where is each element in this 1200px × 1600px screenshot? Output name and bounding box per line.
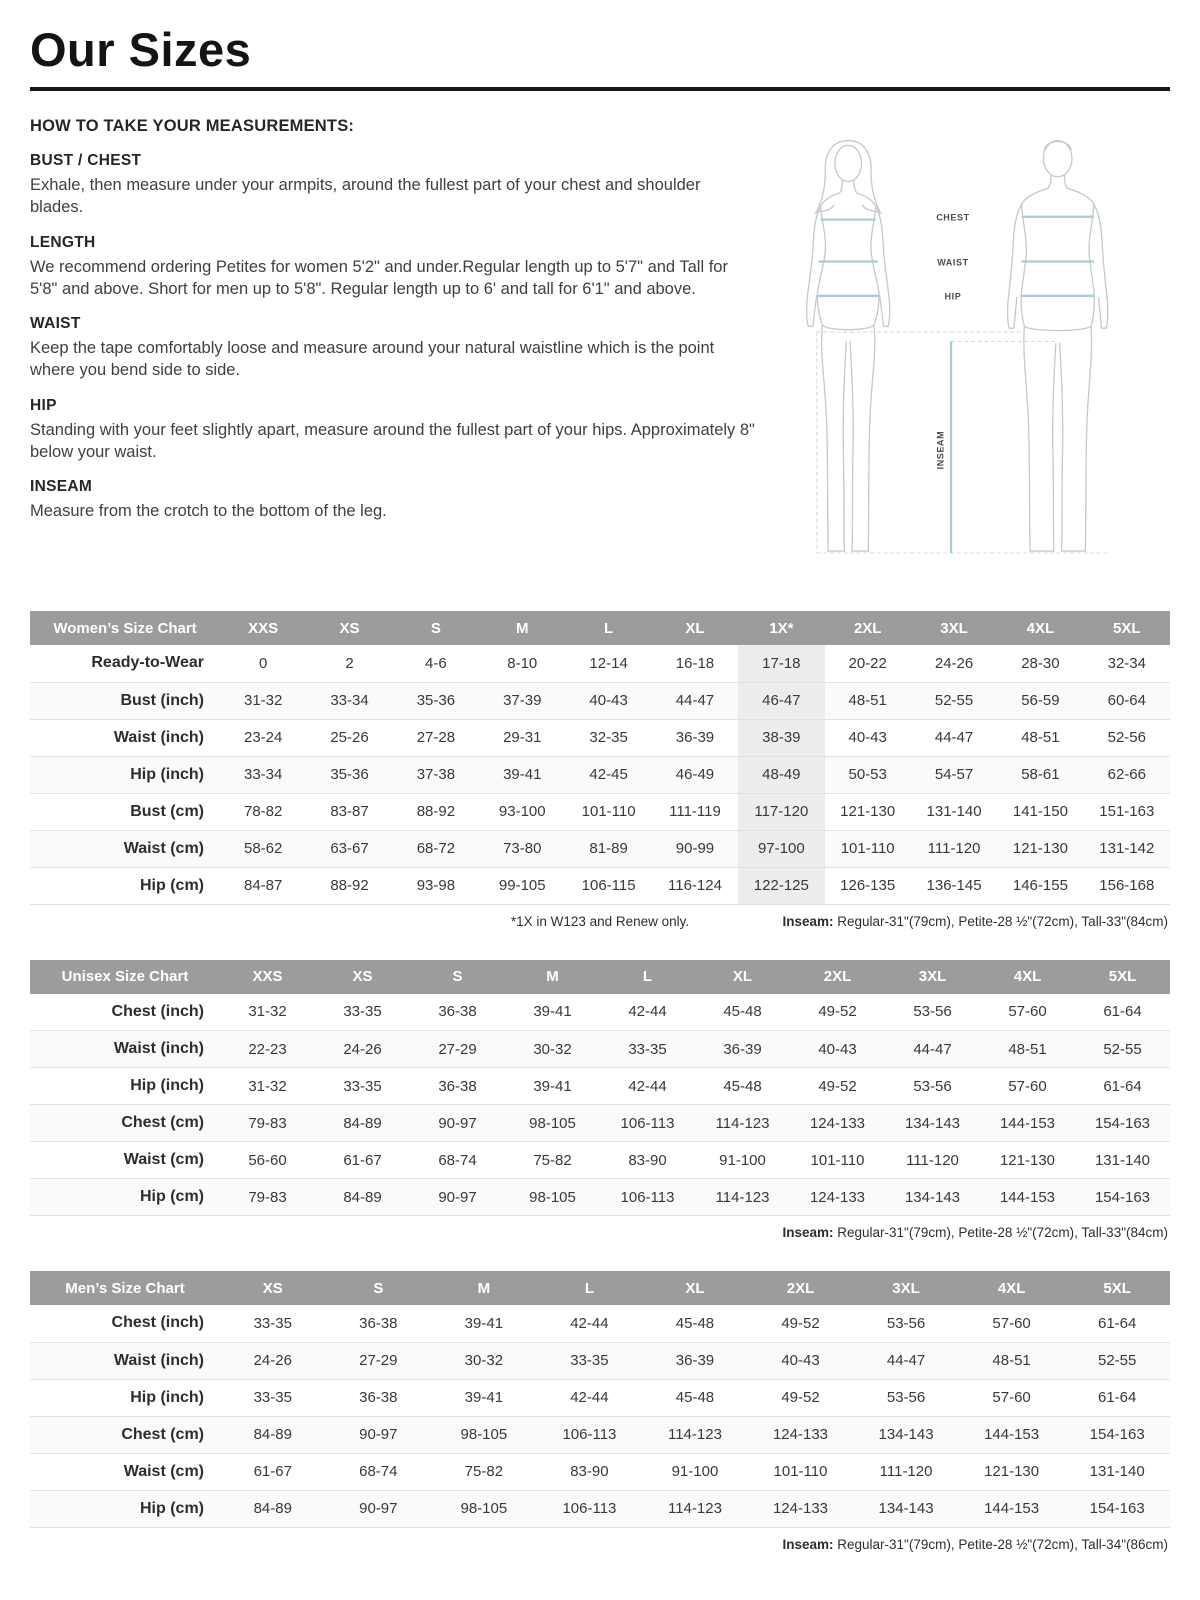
size-value: 121-130 xyxy=(999,1151,1056,1169)
instructions-heading: HOW TO TAKE YOUR MEASUREMENTS: xyxy=(30,117,355,135)
size-value: 144-153 xyxy=(984,1426,1040,1443)
size-value: 40-43 xyxy=(781,1352,820,1369)
table-title: Women’s Size Chart xyxy=(30,611,220,645)
size-value: 53-56 xyxy=(913,1003,952,1021)
size-value: 36-38 xyxy=(438,1003,477,1021)
inseam-footnote xyxy=(782,1537,1168,1552)
row-label: Chest (inch) xyxy=(111,1002,204,1020)
measurement-section-title: BUST / CHEST xyxy=(30,152,142,169)
size-value: 97-100 xyxy=(738,830,824,867)
size-value: 39-41 xyxy=(464,1389,504,1406)
size-column-header: 5XL xyxy=(1075,960,1170,994)
size-value: 16-18 xyxy=(675,654,715,672)
size-column-header: 2XL xyxy=(825,611,911,645)
size-value: 79-83 xyxy=(248,1114,287,1132)
size-value: 42-44 xyxy=(570,1314,609,1332)
size-table xyxy=(30,611,1170,905)
mens-chart-footnotes xyxy=(30,1537,1170,1557)
size-value: 49-52 xyxy=(818,1077,857,1095)
mens-size-chart-section xyxy=(30,1271,1170,1557)
inseam-footnote xyxy=(782,914,1168,929)
size-column-header: 4XL xyxy=(997,611,1083,645)
measurement-section-waist xyxy=(30,315,756,382)
size-value: 49-52 xyxy=(781,1389,820,1406)
size-value: 122-125 xyxy=(738,867,824,904)
measurement-section-body: We recommend ordering Petites for women 5'2" and under.Regular length up to 5'7" and Tall for 5'8" and above. Short for men up to 5'8". Regular length up to 6' and tall for 6'1" and above. xyxy=(30,257,728,298)
size-value: 39-41 xyxy=(533,1003,572,1021)
size-value: 154-163 xyxy=(1094,1114,1151,1132)
size-value: 45-48 xyxy=(723,1077,762,1095)
size-value: 121-130 xyxy=(1012,840,1068,857)
size-value: 24-26 xyxy=(253,1352,292,1369)
size-value: 114-123 xyxy=(715,1114,770,1132)
size-value: 121-130 xyxy=(984,1463,1040,1480)
size-value: 2 xyxy=(345,654,354,672)
row-label: Waist (inch) xyxy=(113,1040,204,1057)
size-value: 144-153 xyxy=(984,1500,1040,1517)
size-value: 58-61 xyxy=(1021,766,1060,783)
measurement-section-title: WAIST xyxy=(30,315,81,333)
size-value: 124-133 xyxy=(772,1500,829,1517)
size-value: 154-163 xyxy=(1089,1426,1145,1443)
size-value: 53-56 xyxy=(913,1077,952,1095)
size-column-header: L xyxy=(565,611,651,645)
size-value: 36-38 xyxy=(359,1389,398,1406)
size-column-header: 5XL xyxy=(1064,1271,1170,1305)
size-value: 141-150 xyxy=(1012,803,1068,820)
size-value: 42-44 xyxy=(570,1389,609,1406)
size-value: 57-60 xyxy=(992,1314,1031,1332)
size-value: 81-89 xyxy=(589,840,628,857)
size-value: 31-32 xyxy=(248,1077,287,1095)
size-value: 83-87 xyxy=(330,803,369,820)
size-column-header: XXS xyxy=(220,611,306,645)
size-value: 91-100 xyxy=(719,1151,766,1169)
size-value: 101-110 xyxy=(810,1151,865,1169)
size-value: 90-97 xyxy=(359,1500,398,1517)
size-value: 53-56 xyxy=(886,1314,926,1332)
size-value: 63-67 xyxy=(330,840,369,857)
size-value: 98-105 xyxy=(460,1426,508,1443)
row-label: Hip (cm) xyxy=(140,1499,204,1517)
size-value: 48-51 xyxy=(848,692,887,709)
size-value: 4-6 xyxy=(425,654,447,672)
size-value: 144-153 xyxy=(999,1114,1056,1132)
size-value: 36-39 xyxy=(723,1040,762,1058)
size-column-header: 2XL xyxy=(790,960,885,994)
size-value: 90-97 xyxy=(359,1426,398,1443)
guide-lines xyxy=(817,332,1108,553)
size-value: 75-82 xyxy=(464,1463,504,1480)
size-column-header: 3XL xyxy=(911,611,997,645)
size-value: 37-38 xyxy=(416,766,456,783)
size-value: 98-105 xyxy=(460,1500,508,1517)
size-value: 75-82 xyxy=(533,1151,572,1169)
measurement-section-body: Measure from the crotch to the bottom of the leg. xyxy=(30,502,387,521)
chest-label: CHEST xyxy=(936,212,970,223)
size-value: 83-90 xyxy=(570,1463,609,1480)
size-value: 36-38 xyxy=(438,1077,477,1095)
size-column-header: 2XL xyxy=(748,1271,854,1305)
size-value: 42-45 xyxy=(589,766,628,783)
mens-size-chart-table-host xyxy=(30,1271,1170,1528)
inseam-footnote-text: Regular-31"(79cm), Petite-28 ½"(72cm), Tall-33"(84cm) xyxy=(833,913,1168,929)
size-value: 90-97 xyxy=(438,1114,477,1132)
size-value: 131-140 xyxy=(1094,1151,1151,1169)
size-column-header: S xyxy=(410,960,505,994)
size-value: 134-143 xyxy=(878,1426,934,1443)
size-value: 58-62 xyxy=(243,840,283,857)
inseam-footnote-text: Regular-31"(79cm), Petite-28 ½"(72cm), Tall-33"(84cm) xyxy=(833,1225,1168,1240)
measurement-section-body: Standing with your feet slightly apart, measure around the fullest part of your hips. Approximately 8" below your waist. xyxy=(30,420,755,461)
size-value: 38-39 xyxy=(738,719,824,756)
row-label: Waist (inch) xyxy=(113,728,204,746)
size-value: 68-74 xyxy=(438,1151,477,1169)
size-value: 88-92 xyxy=(416,803,456,820)
page-title: Our Sizes xyxy=(30,23,252,76)
size-value: 91-100 xyxy=(671,1463,719,1480)
size-value: 40-43 xyxy=(848,729,887,746)
size-value: 27-28 xyxy=(416,729,456,746)
size-column-header: L xyxy=(537,1271,643,1305)
size-value: 101-110 xyxy=(773,1463,828,1480)
inseam-label: INSEAM xyxy=(935,430,946,470)
title-band xyxy=(30,22,1170,91)
womens-size-chart-table-host xyxy=(30,611,1170,905)
size-value: 106-113 xyxy=(562,1500,617,1517)
size-value: 44-47 xyxy=(913,1040,952,1058)
row-label: Hip (inch) xyxy=(130,1388,204,1406)
size-value: 25-26 xyxy=(330,729,369,746)
size-value: 27-29 xyxy=(438,1040,477,1058)
size-value: 49-52 xyxy=(818,1003,857,1021)
size-value: 33-35 xyxy=(343,1003,382,1021)
row-label: Waist (cm) xyxy=(123,1151,204,1168)
size-value: 83-90 xyxy=(628,1151,667,1169)
size-value: 78-82 xyxy=(243,803,283,820)
size-value: 44-47 xyxy=(886,1352,926,1369)
size-value: 62-66 xyxy=(1107,766,1146,783)
row-label: Chest (cm) xyxy=(121,1425,204,1443)
size-value: 33-35 xyxy=(570,1352,609,1369)
size-column-header: XXS xyxy=(220,960,315,994)
womens-size-chart-section xyxy=(30,611,1170,934)
size-value: 134-143 xyxy=(904,1188,961,1206)
size-column-header: 3XL xyxy=(853,1271,959,1305)
size-column-header: S xyxy=(326,1271,432,1305)
size-value: 117-120 xyxy=(738,793,824,830)
size-value: 151-163 xyxy=(1099,803,1155,820)
size-value: 32-34 xyxy=(1107,654,1146,672)
size-value: 84-89 xyxy=(253,1426,292,1443)
size-value: 48-51 xyxy=(1021,729,1060,746)
size-column-header: 5XL xyxy=(1084,611,1170,645)
size-value: 111-120 xyxy=(906,1151,959,1169)
size-value: 46-47 xyxy=(738,682,824,719)
row-label: Chest (inch) xyxy=(111,1314,204,1332)
size-value: 50-53 xyxy=(848,766,887,783)
woman-figure xyxy=(807,141,890,551)
size-value: 37-39 xyxy=(503,692,542,709)
size-value: 52-55 xyxy=(934,692,974,709)
size-value: 111-120 xyxy=(927,840,981,857)
size-value: 42-44 xyxy=(628,1077,667,1095)
size-value: 61-64 xyxy=(1098,1389,1137,1406)
size-value: 42-44 xyxy=(628,1003,667,1021)
size-value: 106-113 xyxy=(562,1426,617,1443)
size-value: 61-64 xyxy=(1098,1314,1137,1332)
size-value: 45-48 xyxy=(675,1314,715,1332)
size-value: 33-35 xyxy=(253,1314,292,1332)
size-value: 57-60 xyxy=(1008,1003,1047,1021)
size-column-header: XL xyxy=(642,1271,748,1305)
size-value: 39-41 xyxy=(464,1314,504,1332)
size-value: 49-52 xyxy=(781,1314,820,1332)
size-value: 134-143 xyxy=(878,1500,934,1517)
size-column-header: XS xyxy=(220,1271,326,1305)
size-table xyxy=(30,1271,1170,1528)
size-value: 68-72 xyxy=(416,840,456,857)
size-value: 53-56 xyxy=(886,1389,926,1406)
measurement-section-title: HIP xyxy=(30,396,57,414)
size-value: 30-32 xyxy=(533,1040,572,1058)
size-column-header: XL xyxy=(695,960,790,994)
size-column-header: S xyxy=(393,611,479,645)
inseam-footnote-label: Inseam: xyxy=(782,1536,834,1552)
size-column-header: L xyxy=(600,960,695,994)
row-label: Hip (inch) xyxy=(130,765,204,783)
waist-label: WAIST xyxy=(937,257,969,268)
body-figures-svg xyxy=(772,119,1172,585)
size-column-header: XS xyxy=(306,611,392,645)
unisex-chart-footnotes xyxy=(30,1225,1170,1245)
man-figure xyxy=(1008,141,1108,551)
size-value: 154-163 xyxy=(1094,1188,1151,1206)
row-label: Waist (cm) xyxy=(123,1462,204,1480)
size-column-header: XL xyxy=(652,611,738,645)
size-value: 44-47 xyxy=(675,692,715,709)
measurement-section-body: Exhale, then measure under your armpits, around the fullest part of your chest and shoulder blades. xyxy=(30,176,701,217)
size-value: 84-87 xyxy=(243,877,283,894)
size-value: 88-92 xyxy=(330,877,369,894)
size-value: 56-60 xyxy=(248,1151,287,1169)
table-title: Men’s Size Chart xyxy=(30,1271,220,1305)
size-value: 36-39 xyxy=(675,1352,715,1369)
inseam-footnote-label: Inseam: xyxy=(782,913,834,929)
size-value: 24-26 xyxy=(343,1040,382,1058)
size-value: 33-34 xyxy=(243,766,283,783)
size-value: 57-60 xyxy=(992,1389,1031,1406)
size-value: 45-48 xyxy=(723,1003,762,1021)
size-value: 144-153 xyxy=(999,1188,1056,1206)
size-column-header: 3XL xyxy=(885,960,980,994)
size-value: 93-98 xyxy=(416,877,456,894)
size-value: 106-115 xyxy=(581,877,636,894)
size-value: 17-18 xyxy=(738,645,824,682)
size-value: 90-97 xyxy=(438,1188,477,1206)
size-value: 29-31 xyxy=(503,729,542,746)
size-value: 101-110 xyxy=(840,840,895,857)
row-label: Hip (inch) xyxy=(130,1077,204,1094)
size-value: 98-105 xyxy=(529,1188,576,1206)
size-value: 124-133 xyxy=(809,1188,866,1206)
size-column-header: 4XL xyxy=(980,960,1075,994)
size-value: 39-41 xyxy=(533,1077,572,1095)
row-label: Ready-to-Wear xyxy=(91,654,204,672)
size-value: 48-51 xyxy=(1008,1040,1047,1058)
measurement-section-hip xyxy=(30,397,756,464)
size-value: 134-143 xyxy=(904,1114,961,1132)
size-value: 31-32 xyxy=(243,692,283,709)
size-value: 40-43 xyxy=(818,1040,857,1058)
row-label: Hip (cm) xyxy=(140,1188,204,1205)
womens-chart-footnotes xyxy=(30,914,1170,934)
row-label: Chest (cm) xyxy=(121,1114,204,1131)
size-value: 27-29 xyxy=(359,1352,398,1369)
size-value: 33-35 xyxy=(343,1077,382,1095)
table-title: Unisex Size Chart xyxy=(30,960,220,994)
size-value: 36-39 xyxy=(675,729,715,746)
size-value: 35-36 xyxy=(330,766,369,783)
size-value: 56-59 xyxy=(1021,692,1060,709)
size-value: 48-49 xyxy=(738,756,824,793)
size-value: 48-51 xyxy=(992,1352,1031,1369)
size-value: 36-38 xyxy=(359,1314,398,1332)
size-value: 33-34 xyxy=(330,692,369,709)
inseam-footnote-label: Inseam: xyxy=(782,1225,834,1240)
size-value: 131-140 xyxy=(926,803,982,820)
size-value: 23-24 xyxy=(243,729,283,746)
size-column-header: M xyxy=(431,1271,537,1305)
size-column-header: XS xyxy=(315,960,410,994)
size-table xyxy=(30,960,1170,1217)
size-value: 44-47 xyxy=(934,729,974,746)
size-value: 60-64 xyxy=(1107,692,1146,709)
size-value: 106-113 xyxy=(620,1188,675,1206)
size-value: 114-123 xyxy=(715,1188,770,1206)
size-value: 84-89 xyxy=(343,1188,382,1206)
size-value: 24-26 xyxy=(934,654,974,672)
size-value: 31-32 xyxy=(248,1003,287,1021)
size-value: 35-36 xyxy=(416,692,456,709)
size-value: 8-10 xyxy=(507,654,538,672)
size-value: 154-163 xyxy=(1089,1500,1145,1517)
size-value: 52-55 xyxy=(1098,1352,1137,1369)
row-label: Bust (cm) xyxy=(130,802,204,820)
size-value: 32-35 xyxy=(589,729,628,746)
size-value: 28-30 xyxy=(1021,654,1060,672)
inseam-footnote-text: Regular-31"(79cm), Petite-28 ½"(72cm), Tall-34"(86cm) xyxy=(833,1536,1168,1552)
size-value: 116-124 xyxy=(668,877,722,894)
size-value: 114-123 xyxy=(667,1426,722,1443)
size-value: 156-168 xyxy=(1099,877,1155,894)
size-value: 84-89 xyxy=(253,1500,292,1517)
size-value: 57-60 xyxy=(1008,1077,1047,1095)
size-value: 30-32 xyxy=(464,1352,504,1369)
size-column-header: M xyxy=(479,611,565,645)
size-value: 106-113 xyxy=(620,1114,675,1132)
size-value: 131-140 xyxy=(1089,1463,1145,1480)
size-value: 22-23 xyxy=(248,1040,287,1058)
measurement-section-length xyxy=(30,234,756,301)
size-value: 52-55 xyxy=(1103,1040,1142,1058)
size-value: 12-14 xyxy=(589,654,628,672)
inseam-footnote xyxy=(782,1225,1168,1240)
measurement-section-body: Keep the tape comfortably loose and measure around your natural waistline which is the point where you bend side to side. xyxy=(30,339,715,380)
size-value: 101-110 xyxy=(581,803,636,820)
size-value: 136-145 xyxy=(926,877,982,894)
size-value: 114-123 xyxy=(667,1500,722,1517)
measurement-section-bust xyxy=(30,152,756,219)
size-value: 79-83 xyxy=(248,1188,287,1206)
size-value: 54-57 xyxy=(934,766,974,783)
size-value: 131-142 xyxy=(1099,840,1155,857)
measurement-instructions xyxy=(30,115,756,537)
size-column-header: 1X* xyxy=(738,611,824,645)
size-value: 68-74 xyxy=(359,1463,398,1480)
size-value: 61-64 xyxy=(1103,1003,1142,1021)
size-value: 111-120 xyxy=(879,1463,933,1480)
row-label: Bust (inch) xyxy=(120,691,204,709)
measurement-section-title: INSEAM xyxy=(30,478,93,496)
size-value: 33-35 xyxy=(253,1389,292,1406)
intro-section xyxy=(30,115,1170,585)
size-value: 126-135 xyxy=(840,877,896,894)
size-value: 124-133 xyxy=(809,1114,866,1132)
size-value: 98-105 xyxy=(529,1114,576,1132)
size-value: 93-100 xyxy=(498,803,546,820)
size-value: 40-43 xyxy=(589,692,628,709)
size-value: 39-41 xyxy=(503,766,542,783)
size-value: 20-22 xyxy=(848,654,887,672)
unisex-size-chart-section xyxy=(30,960,1170,1246)
body-measurement-illustration xyxy=(772,115,1172,585)
footnote-1x: *1X in W123 and Renew only. xyxy=(510,913,690,929)
size-column-header: 4XL xyxy=(959,1271,1065,1305)
hip-label: HIP xyxy=(944,291,962,302)
size-column-header: M xyxy=(505,960,600,994)
size-value: 0 xyxy=(259,654,268,672)
size-value: 52-56 xyxy=(1107,729,1146,746)
size-value: 61-67 xyxy=(343,1151,382,1169)
size-value: 61-67 xyxy=(253,1463,292,1480)
size-value: 45-48 xyxy=(675,1389,715,1406)
size-value: 111-119 xyxy=(669,803,721,820)
row-label: Waist (cm) xyxy=(123,839,204,857)
size-value: 90-99 xyxy=(675,840,715,857)
size-value: 33-35 xyxy=(628,1040,667,1058)
size-value: 84-89 xyxy=(343,1114,382,1132)
size-value: 46-49 xyxy=(675,766,715,783)
unisex-size-chart-table-host xyxy=(30,960,1170,1217)
row-label: Waist (inch) xyxy=(113,1351,204,1369)
size-value: 73-80 xyxy=(503,840,542,857)
size-value: 99-105 xyxy=(498,877,546,894)
row-label: Hip (cm) xyxy=(140,876,204,894)
size-value: 124-133 xyxy=(772,1426,829,1443)
measurement-section-inseam xyxy=(30,478,756,522)
size-value: 61-64 xyxy=(1103,1077,1142,1095)
size-value: 146-155 xyxy=(1012,877,1068,894)
size-value: 121-130 xyxy=(840,803,896,820)
measurement-section-title: LENGTH xyxy=(30,233,96,251)
